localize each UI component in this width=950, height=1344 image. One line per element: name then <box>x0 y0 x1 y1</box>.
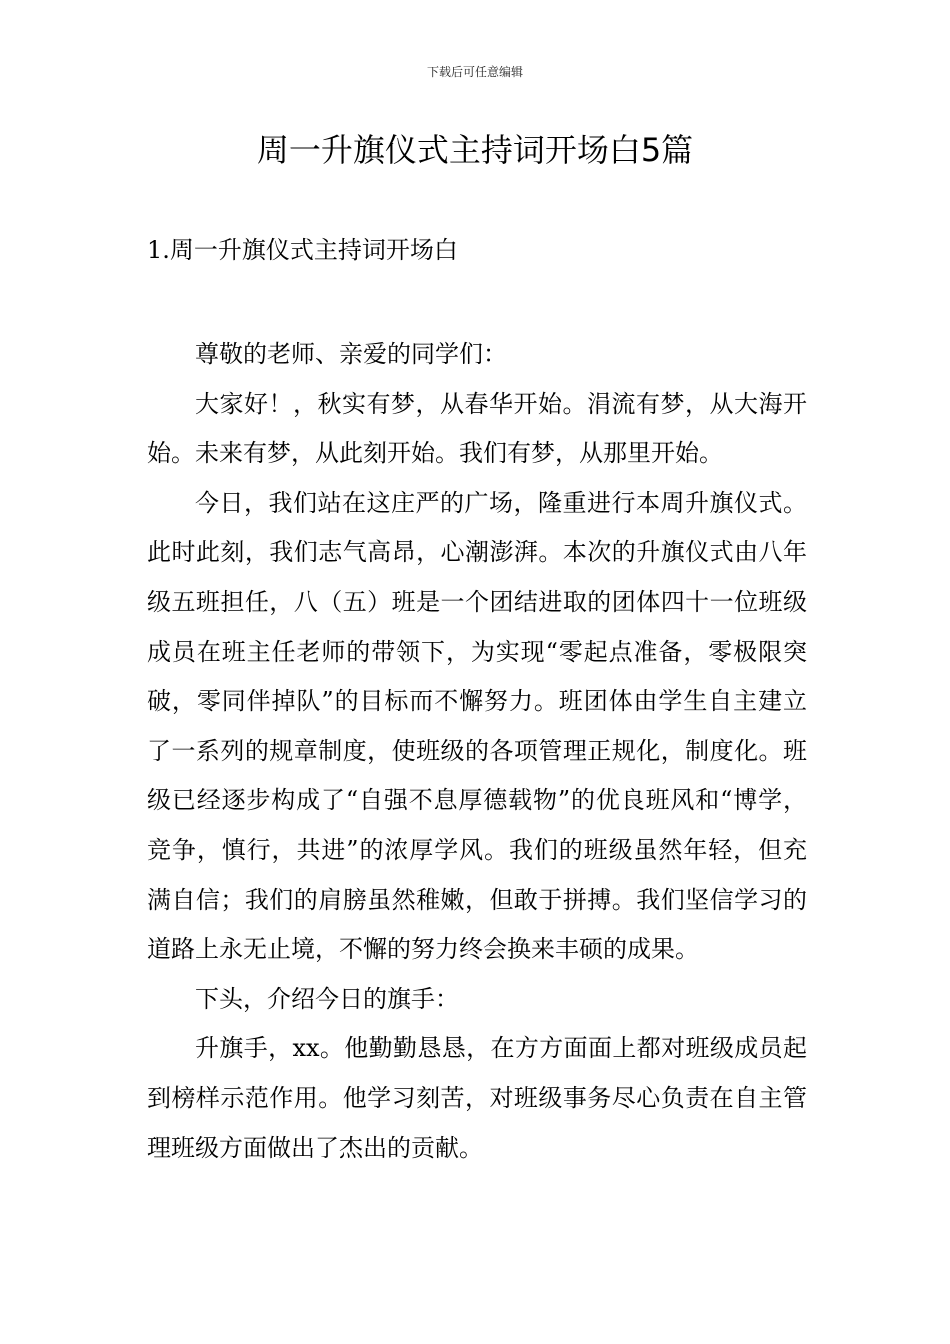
paragraph-greeting: 尊敬的老师、亲爱的同学们： <box>195 340 507 368</box>
paragraph-class-intro: 今日，我们站在这庄严的广场，隆重进行本周升旗仪式。此时此刻，我们志气高昂，心潮澎湃。本次的升旗仪式由八年级五班担任，八（五）班是一个团结进取的团体四十一位班级成员在班主任老师的带领下，为实现“零起点准备，零极限突破，零同伴掉队”的目标而不懈努力。班团体由学生自主建立了一系列的规章制度，使班级的各项管理正规化，制度化。班级已经逐步构成了“自强不息厚德载物”的优良班风和“博学，竞争，慎行，共进”的浓厚学风。我们的班级虽然年轻，但充满自信；我们的肩膀虽然稚嫩，但敢于拼搏。我们坚信学习的道路上永无止境，不懈的努力终会换来丰硕的成果。 <box>147 488 807 964</box>
paragraph-flag-raiser: 升旗手，xx。他勤勤恳恳，在方方面面上都对班级成员起到榜样示范作用。他学习刻苦，对班级事务尽心负责在自主管理班级方面做出了杰出的贡献。 <box>147 1034 807 1162</box>
header-note: 下载后可任意编辑 <box>426 65 523 79</box>
document-body <box>147 330 807 1173</box>
section-heading: 1.周一升旗仪式主持词开场白 <box>147 236 458 264</box>
paragraph-opening: 大家好！，秋实有梦，从春华开始。涓流有梦，从大海开始。未来有梦，从此刻开始。我们有梦，从那里开始。 <box>147 389 807 468</box>
paragraph-flag-bearer-intro: 下头，介绍今日的旗手： <box>195 984 459 1013</box>
document-title: 周一升旗仪式主持词开场白5篇 <box>256 131 694 169</box>
